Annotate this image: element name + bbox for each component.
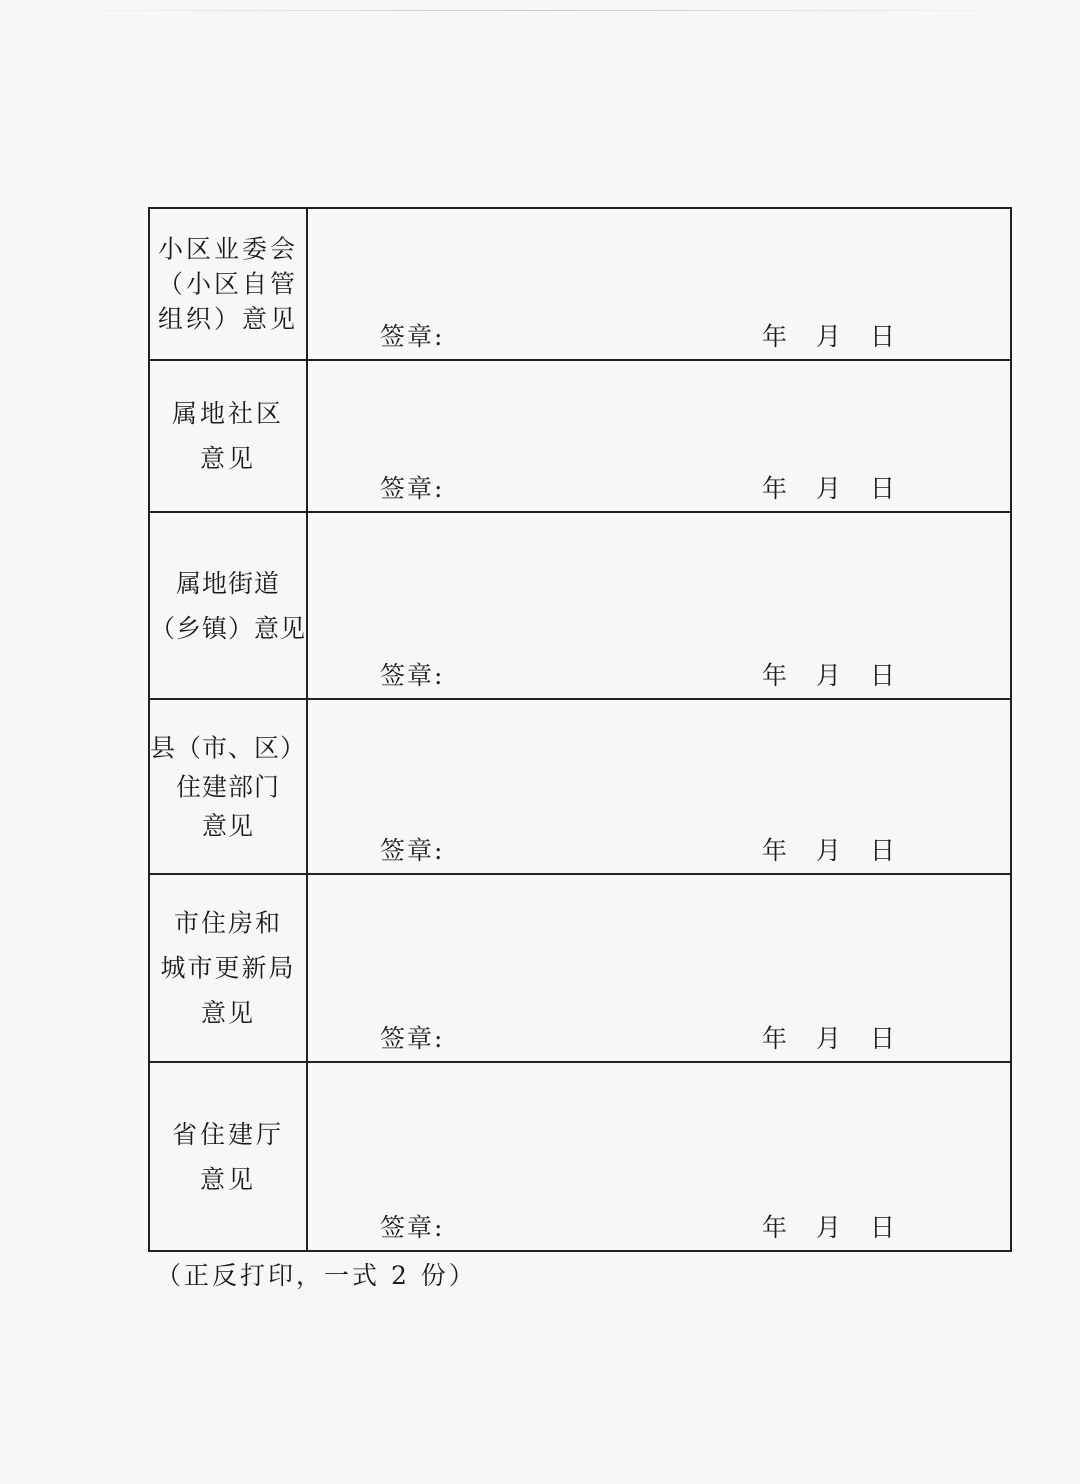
row-label-cell — [149, 699, 307, 874]
date-fields — [762, 1208, 895, 1244]
opinion-field[interactable] — [307, 360, 1011, 512]
opinion-field[interactable] — [307, 874, 1011, 1062]
day-label: 日 — [870, 1213, 896, 1242]
row-label-line: 市住房和 — [173, 908, 282, 938]
year-label: 年 — [762, 474, 788, 503]
row-label-line: 意见 — [201, 811, 254, 840]
opinion-form-table — [148, 207, 1012, 1252]
row-label-line: 组织）意见 — [157, 304, 298, 334]
month-label: 月 — [816, 661, 842, 690]
month-label: 月 — [816, 322, 842, 351]
signature-label: 签章: — [380, 1024, 445, 1053]
date-fields — [762, 469, 895, 505]
row-label-line: 意见 — [200, 998, 255, 1028]
row-label — [150, 232, 306, 337]
month-label: 月 — [816, 836, 842, 865]
opinion-field[interactable] — [307, 699, 1011, 874]
table-row — [149, 699, 1011, 874]
row-label — [150, 391, 306, 481]
row-label-line: 县（市、区） — [150, 733, 307, 762]
day-label: 日 — [870, 474, 896, 503]
day-label: 日 — [870, 661, 896, 690]
row-label-line: 意见 — [199, 1164, 256, 1194]
signature-label: 签章: — [380, 1213, 445, 1242]
day-label: 日 — [870, 322, 896, 351]
month-label: 月 — [816, 1024, 842, 1053]
date-fields — [762, 656, 895, 692]
row-label-line: 意见 — [199, 444, 256, 473]
signature-label: 签章: — [380, 661, 445, 690]
row-label-cell — [149, 208, 307, 360]
scan-edge-line — [40, 10, 1040, 11]
table-row — [149, 512, 1011, 699]
signature-label: 签章: — [380, 322, 445, 351]
print-instruction-note: （正反打印，一式 2 份） — [156, 1261, 477, 1290]
year-label: 年 — [762, 1213, 788, 1242]
row-label — [150, 728, 306, 845]
row-label-cell — [149, 1062, 307, 1251]
row-label-line: 小区业委会 — [157, 234, 298, 264]
row-label-line: 省住建厅 — [171, 1119, 284, 1149]
opinion-field[interactable] — [307, 1062, 1011, 1251]
row-label — [150, 561, 306, 651]
signature-label: 签章: — [380, 474, 445, 503]
row-label — [150, 901, 306, 1036]
table-row — [149, 874, 1011, 1062]
month-label: 月 — [816, 474, 842, 503]
row-label-line: 属地街道 — [175, 568, 280, 598]
year-label: 年 — [762, 322, 788, 351]
date-fields — [762, 317, 895, 353]
signature-label: 签章: — [380, 836, 445, 865]
row-label-cell — [149, 360, 307, 512]
date-fields — [762, 1019, 895, 1055]
table-row — [149, 208, 1011, 360]
day-label: 日 — [870, 836, 896, 865]
date-fields — [762, 831, 895, 867]
opinion-field[interactable] — [307, 208, 1011, 360]
year-label: 年 — [762, 836, 788, 865]
year-label: 年 — [762, 1024, 788, 1053]
day-label: 日 — [870, 1024, 896, 1053]
row-label-line: 属地社区 — [171, 399, 284, 428]
year-label: 年 — [762, 661, 788, 690]
row-label-cell — [149, 512, 307, 699]
row-label — [150, 1112, 306, 1202]
row-label-line: 住建部门 — [175, 772, 280, 801]
row-label-cell — [149, 874, 307, 1062]
row-label-line: （小区自管 — [157, 269, 298, 299]
row-label-line: （乡镇）意见 — [150, 613, 307, 643]
month-label: 月 — [816, 1213, 842, 1242]
row-label-line: 城市更新局 — [160, 953, 296, 983]
opinion-field[interactable] — [307, 512, 1011, 699]
table-row — [149, 360, 1011, 512]
table-row — [149, 1062, 1011, 1251]
